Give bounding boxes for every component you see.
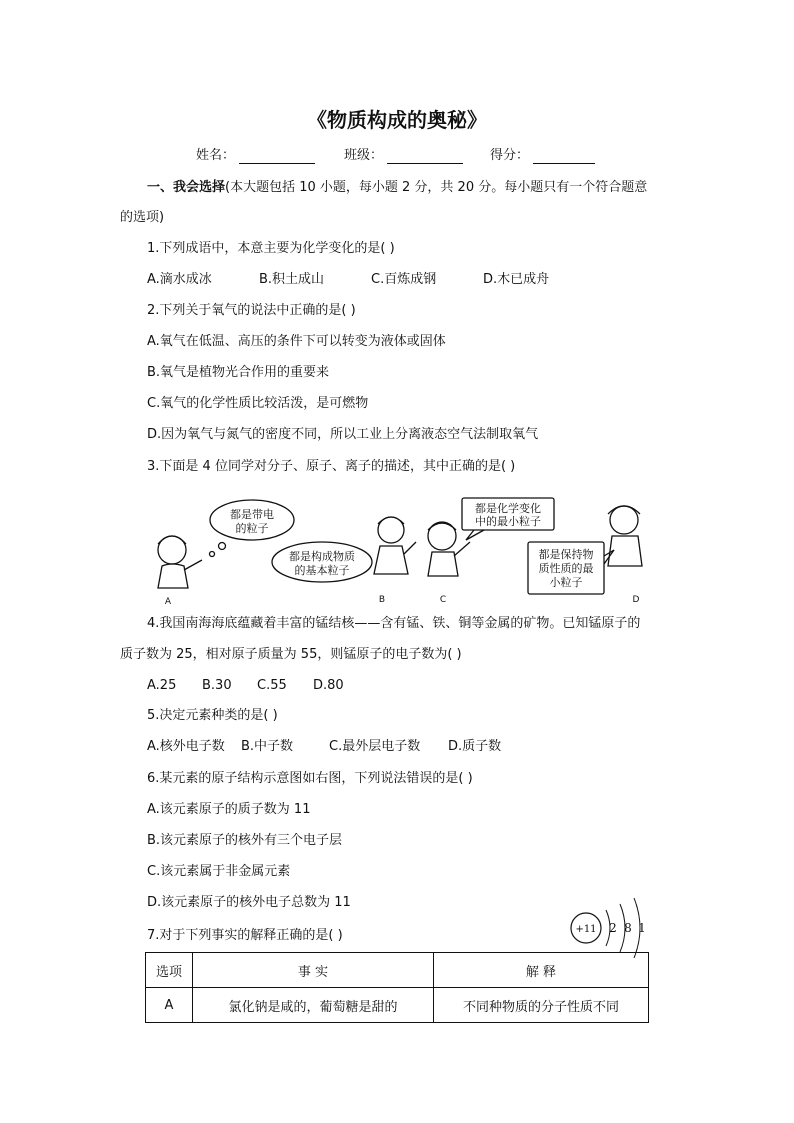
q6-stem: 6.某元素的原子结构示意图如右图，下列说法错误的是( ) [147, 771, 473, 786]
table-header-fact: 事 实 [193, 953, 434, 988]
bubble-c-line2: 中的最小粒子 [475, 515, 541, 528]
child-a-body [158, 564, 188, 588]
table-cell-explanation: 不同种物质的分子性质不同 [434, 988, 649, 1023]
class-label: 班级： [344, 148, 384, 163]
score-field [490, 148, 595, 164]
table-header-explanation: 解 释 [434, 953, 649, 988]
atom-nucleus-label: +11 [575, 924, 597, 935]
q6-option-a[interactable]: A.该元素原子的质子数为 11 [147, 802, 311, 817]
bubble-d-line1: 都是保持物 [538, 548, 594, 561]
class-field [344, 148, 463, 164]
child-d-head [610, 506, 638, 534]
label-a: A [164, 597, 172, 607]
q4-stem-cont: 质子数为 25，相对原子质量为 55，则锰原子的电子数为( ) [120, 647, 462, 662]
bubble-a-dot1 [219, 543, 226, 550]
child-c-body [428, 552, 458, 576]
child-c-arm [454, 542, 470, 556]
child-b-arm [404, 542, 416, 554]
q2-option-d[interactable]: D.因为氧气与氮气的密度不同，所以工业上分离液态空气法制取氧气 [147, 427, 539, 442]
name-field [196, 148, 315, 164]
table-cell-option: A [146, 988, 193, 1023]
child-b-hair [378, 517, 404, 524]
q1-stem: 1.下列成语中，本意主要为化学变化的是( ) [147, 241, 395, 256]
q5-option-a[interactable]: A.核外电子数 [147, 739, 225, 754]
bubble-a-line2: 的粒子 [235, 522, 269, 535]
q6-option-c[interactable]: C.该元素属于非金属元素 [147, 864, 291, 879]
q5-option-c[interactable]: C.最外层电子数 [329, 739, 421, 754]
bubble-c-line1: 都是化学变化 [475, 502, 541, 515]
label-d: D [632, 595, 640, 605]
atom-shell-1-count: 2 [609, 921, 617, 935]
q1-option-d[interactable]: D.木已成舟 [483, 272, 550, 287]
q1-option-c[interactable]: C.百炼成钢 [371, 272, 437, 287]
q4-option-b[interactable]: B.30 [202, 678, 232, 693]
bubble-d-line2: 质性质的最 [538, 562, 594, 575]
label-c: C [439, 595, 447, 605]
q1-option-b[interactable]: B.积土成山 [259, 272, 325, 287]
page-title: 《物质构成的奥秘》 [307, 108, 487, 132]
q5-option-d[interactable]: D.质子数 [448, 739, 502, 754]
bubble-c-tail [466, 530, 484, 540]
score-blank[interactable] [533, 149, 595, 164]
child-a-arm [184, 560, 202, 570]
bubble-d-line3: 小粒子 [549, 576, 583, 589]
q3-stem: 3.下面是 4 位同学对分子、原子、离子的描述，其中正确的是( ) [147, 459, 516, 474]
child-d-hair [608, 506, 640, 514]
label-b: B [378, 595, 386, 605]
section-heading-line [147, 180, 647, 196]
q4-option-a[interactable]: A.25 [147, 678, 177, 693]
q2-stem: 2.下列关于氧气的说法中正确的是( ) [147, 303, 356, 318]
section-instruction-cont: 的选项) [120, 210, 165, 225]
class-blank[interactable] [387, 149, 463, 164]
q7-table [145, 952, 649, 1023]
q2-option-c[interactable]: C.氧气的化学性质比较活泼，是可燃物 [147, 396, 369, 411]
q6-option-d[interactable]: D.该元素原子的核外电子总数为 11 [147, 895, 351, 910]
q1-option-a[interactable]: A.滴水成冰 [147, 272, 212, 287]
bubble-b-line1: 都是构成物质 [289, 550, 355, 563]
q2-option-b[interactable]: B.氧气是植物光合作用的重要来 [147, 365, 330, 380]
table-header-option: 选项 [146, 953, 193, 988]
q3-illustration [140, 492, 660, 610]
table-header-row [146, 953, 649, 988]
atom-shell-3-count: 1 [638, 921, 646, 935]
section-heading: 一、我会选择 [147, 180, 226, 195]
bubble-a-line1: 都是带电 [230, 508, 274, 521]
section-instruction: (本大题包括 10 小题，每小题 2 分，共 20 分。每小题只有一个符合题意 [225, 180, 648, 195]
q4-option-c[interactable]: C.55 [257, 678, 287, 693]
q7-stem: 7.对于下列事实的解释正确的是( ) [147, 928, 343, 943]
q4-stem: 4.我国南海海底蕴藏着丰富的锰结核——含有锰、铁、铜等金属的矿物。已知锰原子的 [147, 616, 641, 631]
table-row[interactable] [146, 988, 649, 1023]
child-a-hair [158, 536, 186, 544]
q5-stem: 5.决定元素种类的是( ) [147, 708, 278, 723]
name-blank[interactable] [239, 149, 315, 164]
bubble-b-line2: 的基本粒子 [294, 564, 350, 577]
q4-option-d[interactable]: D.80 [313, 678, 344, 693]
bubble-a-dot2 [210, 552, 215, 557]
atom-structure-diagram [568, 894, 650, 958]
child-c-hair [428, 523, 456, 530]
q6-option-b[interactable]: B.该元素原子的核外有三个电子层 [147, 833, 343, 848]
q5-option-b[interactable]: B.中子数 [241, 739, 294, 754]
name-label: 姓名： [196, 148, 236, 163]
child-b-body [374, 546, 408, 574]
atom-shell-2-count: 8 [624, 921, 632, 935]
table-cell-fact: 氯化钠是咸的，葡萄糖是甜的 [193, 988, 434, 1023]
q2-option-a[interactable]: A.氧气在低温、高压的条件下可以转变为液体或固体 [147, 334, 446, 349]
score-label: 得分： [490, 148, 530, 163]
